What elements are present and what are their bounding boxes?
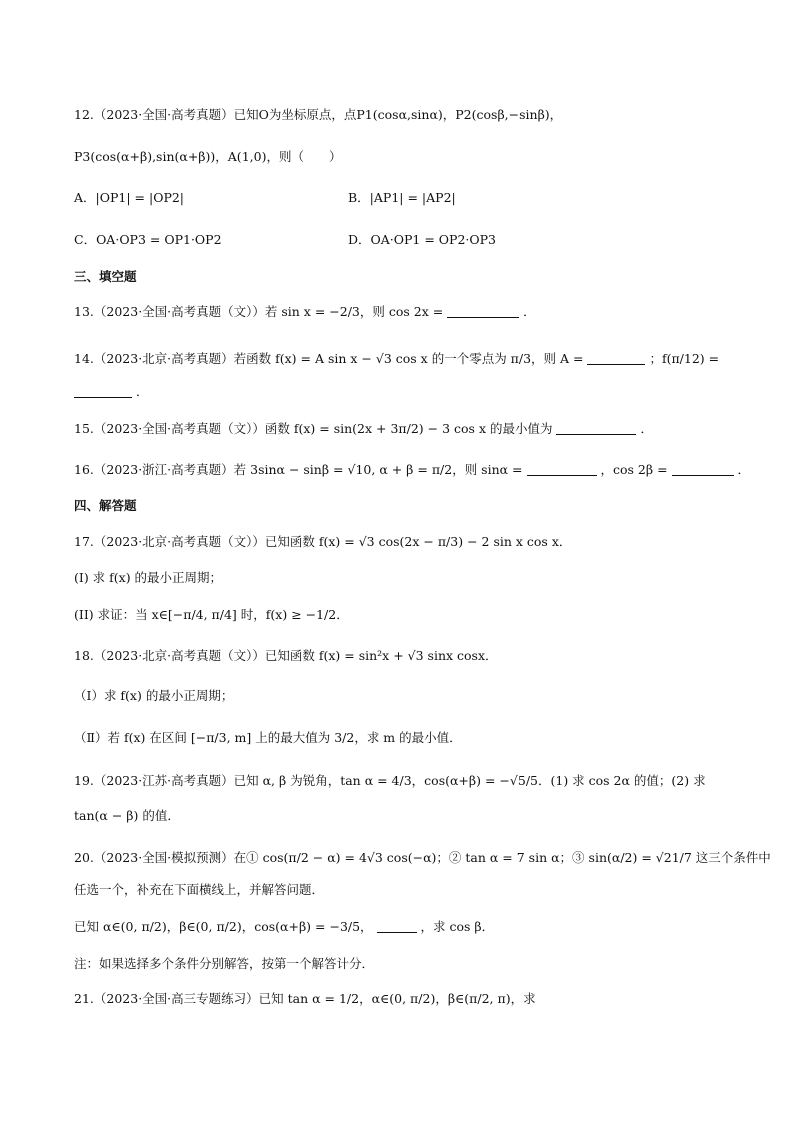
q15-end: ． [640,421,653,436]
q16-text: 16.（2023·浙江·高考真题）若 3sinα − sinβ = √10, α + β = π/2，则 sinα = [74,462,523,477]
q14-text: 14.（2023·北京·高考真题）若函数 f(x) = A sin x − √3 cos x 的一个零点为 π/3，则 A = [74,351,584,366]
section4-title: 四、解答题 [74,498,137,513]
q14-end: ． [135,384,149,399]
q15-text: 15.（2023·全国·高考真题（文））函数 f(x) = sin(2x + 3π/2) − 3 cos x 的最小值为 [74,421,553,436]
q20-line3 [74,917,494,937]
q15 [74,419,653,439]
section3-title: 三、填空题 [74,269,137,284]
q20-line2: 任选一个，补充在下面横线上，并解答问题． [74,882,325,897]
q12-stem-line2: P3(cos(α+β),sin(α+β))，A(1,0)，则（ ） [74,149,342,164]
q13-text: 13.（2023·全国·高考真题（文））若 sin x = −2/3，则 cos 2x = [74,304,444,319]
q20-note: 注：如果选择多个条件分别解答，按第一个解答计分． [74,956,375,971]
q14-mid: ；f(π/12) = [649,351,720,366]
q18-part2: （Ⅱ）若 f(x) 在区间 [−π/3, m] 上的最大值为 3/2，求 m 的最小值． [74,730,462,745]
q16-blank1 [527,461,597,476]
q19-line1: 19.（2023·江苏·高考真题）已知 α, β 为锐角，tan α = 4/3，cos(α+β) = −√5/5．(1) 求 cos 2α 的值；(2) 求 [74,773,706,788]
q12-option-b: B．|AP1| = |AP2| [348,190,456,205]
q17-stem: 17.（2023·北京·高考真题（文））已知函数 f(x) = √3 cos(2x − π/3) − 2 sin x cos x． [74,534,572,549]
q16-mid: ，cos 2β = [600,462,668,477]
q18-stem: 18.（2023·北京·高考真题（文））已知函数 f(x) = sin²x + √3 sinx cosx． [74,648,498,663]
q21: 21.（2023·全国·高三专题练习）已知 tan α = 1/2，α∈(0, π/2)，β∈(π/2, π)，求 [74,991,536,1006]
q13-end: ． [523,304,536,319]
q18-part1: （Ⅰ）求 f(x) 的最小正周期； [74,688,234,703]
q12-option-d: D．OA·OP1 = OP2·OP3 [348,232,496,247]
q20-line3-text: 已知 α∈(0, π/2)，β∈(0, π/2)，cos(α+β) = −3/5， [74,919,373,934]
q14-blank2 [74,383,132,398]
q14-cont [74,382,149,402]
q16-end: ． [737,462,751,477]
q17-part1: (I) 求 f(x) 的最小正周期； [74,570,223,585]
q13-blank [447,303,519,318]
q17-part2: (II) 求证：当 x∈[−π/4, π/4] 时，f(x) ≥ −1/2． [74,607,349,622]
q20-blank [377,918,417,933]
q14-blank1 [587,350,645,365]
q12-option-c: C．OA·OP3 = OP1·OP2 [74,232,222,247]
q12-stem-line1: 12.（2023·全国·高考真题）已知O为坐标原点，点P1(cosα,sinα)，P2(cosβ,−sinβ)， [74,107,563,122]
q14 [74,349,719,369]
q16 [74,460,750,480]
q20-line3-end: ，求 cos β． [420,919,495,934]
q13 [74,302,536,322]
q15-blank [556,420,636,435]
q16-blank2 [672,461,734,476]
q20-line1: 20.（2023·全国·模拟预测）在① cos(π/2 − α) = 4√3 cos(−α)；② tan α = 7 sin α；③ sin(α/2) = √21/7 这三个条件中 [74,850,771,865]
q12-option-a: A．|OP1| = |OP2| [74,190,185,205]
q19-line2: tan(α − β) 的值． [74,808,180,823]
